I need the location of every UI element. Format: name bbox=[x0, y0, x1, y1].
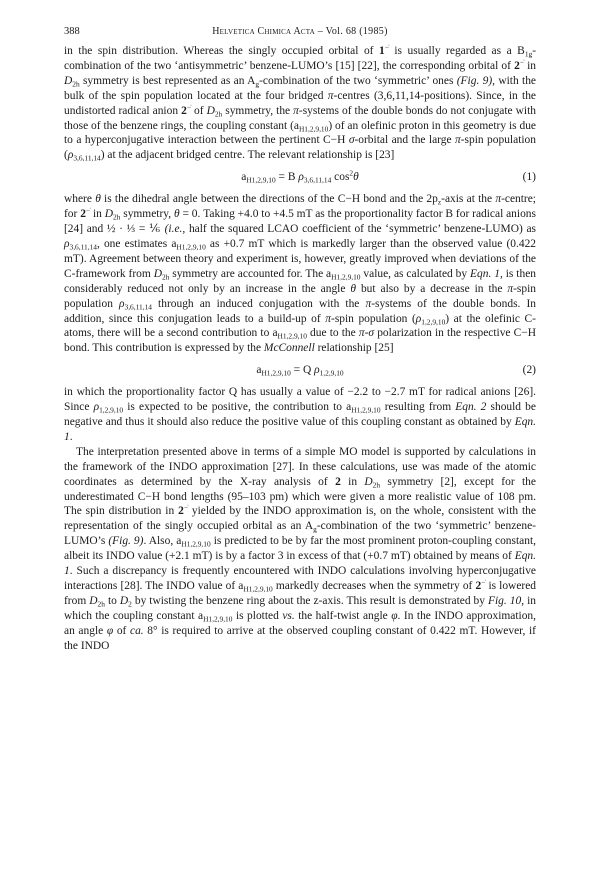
equation-body: $a_{H1,2,9,10} = B$ $\rho_{3,6,11,14}$ $\cos^2\theta$ bbox=[241, 168, 359, 185]
journal-name: Helvetica Chimica Acta bbox=[212, 26, 315, 37]
body-paragraph: where θ is the dihedral angle between the directions of the C−H bond and the $2p_z$-axis at the π-centre; for 2−̇ in $D_{2h}$ symmetry, θ = 0. Taking +4.0 to +4.5 mT as the proportionality factor B for radical anions [24] and ½ · ⅓ = ⅙ (i.e., half the squared LCAO coefficient of the ‘symmetric’ benzene-LUMO) as $\rho_{3,6,11,14}$, one estimates $a_{H1,2,9,10}$ as +0.7 mT which is markedly larger than the observed value (0.422 mT). Agreement between theory and experiment is, however, greatly improved when deviations of the C-framework from $D_{2h}$ symmetry are accounted for. The $a_{H1,2,9,10}$ value, as calculated by Eqn. 1, is then considerably reduced not only by an increase in the angle θ but also by a decrease in the π-spin population $\rho_{3,6,11,14}$ through an induced conjugation with the π-systems of the double bonds. In addition, since this conjugation leads to a build-up of π-spin population $(\rho_{1,2,9,10})$ at the olefinic C-atoms, there will be a second contribution to $a_{H1,2,9,10}$ due to the π-σ polarization in the respective C−H bond. This contribution is expressed by the McConnell relationship [25] bbox=[64, 193, 537, 355]
running-head bbox=[64, 20, 536, 44]
journal-volume: – Vol. 68 (1985) bbox=[317, 26, 388, 37]
equation-number: (2) bbox=[522, 364, 536, 377]
equation-number: (1) bbox=[522, 171, 536, 184]
page-number: 388 bbox=[64, 26, 80, 37]
equation-2 bbox=[64, 356, 536, 385]
body-paragraph: in the spin distribution. Whereas the singly occupied orbital of 1−̇ is usually regarded as a $B_{1g}$-combination of the two ‘antisymmetric’ benzene-LUMO’s [15] [22], the corresponding orbital of 2−̇ in $D_{2h}$ symmetry is best represented as an $A_g$-combination of the two ‘symmetric’ ones (Fig. 9), with the bulk of the spin population located at the four bridged π-centres (3,6,11,14-positions). Since, in the undistorted radical anion 2−̇ of $D_{2h}$ symmetry, the π-systems of the double bonds do not conjugate with those of the benzene rings, the coupling constant $(a_{H1,2,9,10})$ of an olefinic proton in this geometry is due to a hyperconjugative interaction between the pertinent C−H σ-orbital and the large π-spin population $(\rho_{3,6,11,14})$ at the adjacent bridged centre. The relevant relationship is [23] bbox=[64, 42, 537, 163]
equation-body: $a_{H1,2,9,10} = Q$ $\rho_{1,2,9,10}$ bbox=[256, 364, 344, 378]
body-paragraph: The interpretation presented above in terms of a simple MO model is supported by calculations in the framework of the INDO approximation [27]. In these calculations, use was made of the atomic coordinates as determined by the X-ray analysis of 2 in $D_{2h}$ symmetry [2], except for the underestimated C−H bond lengths (95–103 pm) which were given a more realistic value of 108 pm. The spin distribution in 2−̇ yielded by the INDO approximation is, on the whole, consistent with the representation of the singly occupied orbital as an $A_g$-combination of the two ‘symmetric’ benzene-LUMO’s (Fig. 9). Also, $a_{H1,2,9,10}$ is predicted to be by far the most prominent proton-coupling constant, albeit its INDO value (+2.1 mT) is by a factor 3 in excess of that (+0.7 mT) obtained by means of Eqn. 1. Such a discrepancy is frequently encountered with INDO calculations involving hyperconjugative interactions [28]. The INDO value of $a_{H1,2,9,10}$ markedly decreases when the symmetry of 2−̇ is lowered from $D_{2h}$ to $D_2$ by twisting the benzene ring about the z-axis. This result is demonstrated by Fig. 10, in which the coupling constant $a_{H1,2,9,10}$ is plotted vs. the half-twist angle φ. In the INDO approximation, an angle φ of ca. 8° is required to arrive at the observed coupling constant of 0.422 mT. However, if the INDO bbox=[64, 445, 537, 652]
page-header bbox=[64, 20, 536, 44]
equation-1 bbox=[64, 163, 536, 192]
journal-page bbox=[64, 20, 536, 654]
body-paragraph: in which the proportionality factor Q has usually a value of −2.2 to −2.7 mT for radical anions [26]. Since $\rho_{1,2,9,10}$ is expected to be positive, the contribution to $a_{H1,2,9,10}$ resulting from Eqn. 2 should be negative and thus it should also reduce the positive value of this coupling constant as obtained by Eqn. 1. bbox=[64, 386, 536, 443]
